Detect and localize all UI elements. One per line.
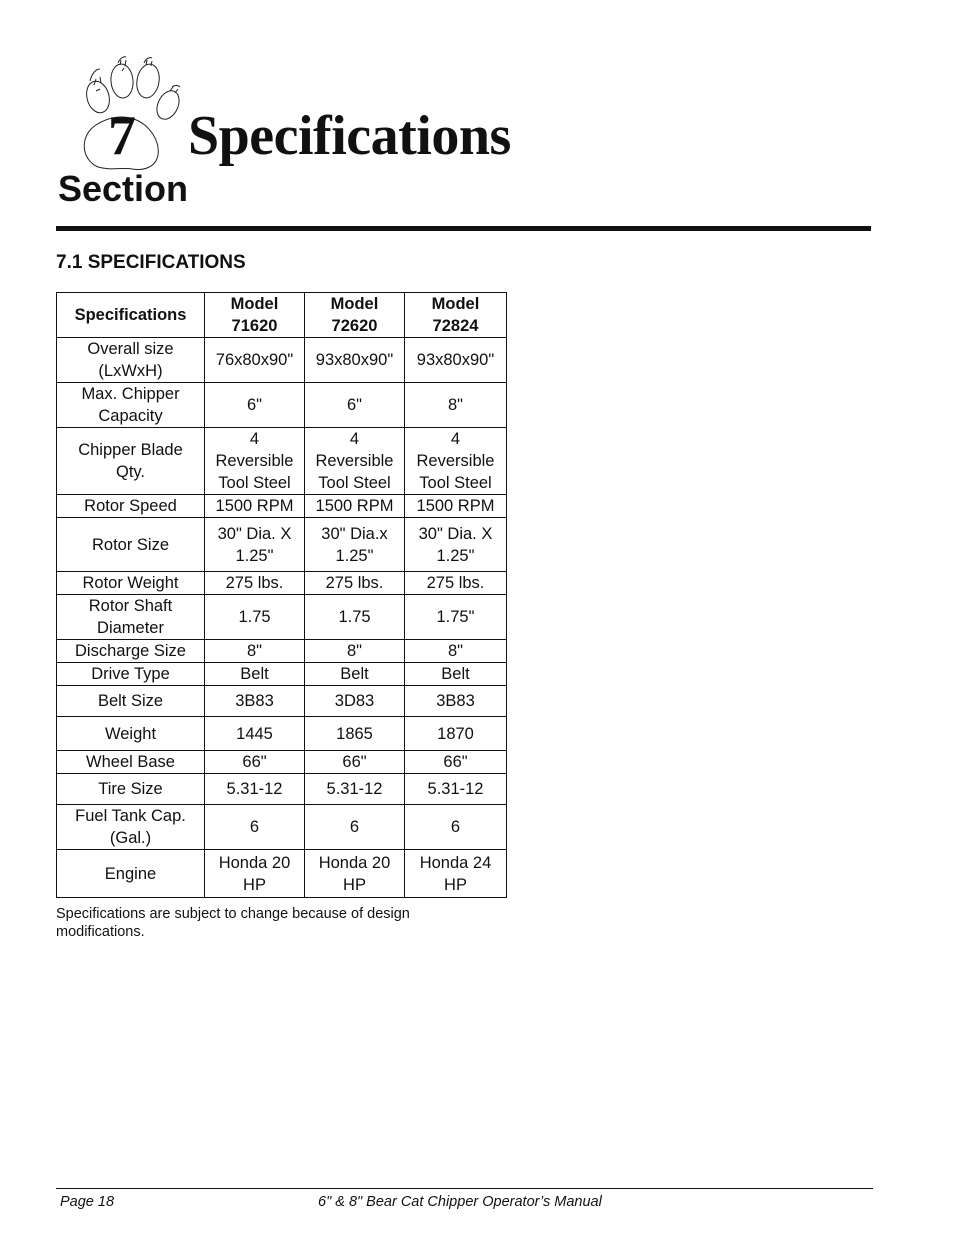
value-cell — [405, 717, 507, 751]
row-label-line: Wheel Base — [86, 753, 175, 771]
value-cell — [205, 774, 305, 805]
value-cell — [305, 663, 405, 686]
value-cell — [305, 518, 405, 572]
value-line: Tool Steel — [318, 474, 391, 492]
value-line: 8" — [447, 396, 464, 414]
row-label-line: Fuel Tank Cap. — [75, 807, 186, 825]
row-label-line: Diameter — [97, 619, 164, 637]
value-line: 1.75 — [238, 608, 271, 626]
value-cell — [405, 774, 507, 805]
subsection-heading: 7.1 SPECIFICATIONS — [56, 252, 246, 273]
value-cell — [305, 640, 405, 663]
header-cell-model-72824: Model 72824 — [405, 293, 507, 338]
value-line: 8" — [447, 642, 464, 660]
header-cell-model-72620: Model 72620 — [305, 293, 405, 338]
value-line: 5.31-12 — [226, 780, 283, 798]
value-line: Reversible — [215, 452, 294, 470]
row-label-cell — [57, 717, 205, 751]
value-line: 6 — [249, 818, 260, 836]
value-cell — [305, 850, 405, 898]
row-label-line: Weight — [104, 724, 157, 743]
value-cell — [205, 428, 305, 495]
value-line: 30" Dia. X — [217, 524, 292, 543]
table-row — [57, 663, 507, 686]
value-cell — [205, 686, 305, 717]
row-label-line: Engine — [104, 864, 157, 883]
value-cell — [305, 805, 405, 850]
header-cell-model-71620: Model 71620 — [205, 293, 305, 338]
section-number: 7 — [108, 105, 136, 167]
value-line: 1870 — [437, 724, 474, 743]
value-line: 93x80x90" — [315, 351, 394, 369]
value-cell — [405, 338, 507, 383]
value-cell — [405, 640, 507, 663]
value-cell — [305, 572, 405, 595]
value-cell — [405, 518, 507, 572]
value-line: Honda 20 — [218, 853, 291, 872]
value-line: 1500 RPM — [315, 497, 394, 515]
row-label-line: Tire Size — [98, 780, 163, 798]
value-line: HP — [343, 875, 366, 894]
row-label-cell — [57, 850, 205, 898]
row-label-cell — [57, 572, 205, 595]
value-cell — [305, 495, 405, 518]
table-row — [57, 383, 507, 428]
value-line: 30" Dia.x — [321, 524, 388, 543]
value-cell — [205, 518, 305, 572]
value-line: Honda 20 — [318, 853, 391, 872]
value-line: 5.31-12 — [326, 780, 383, 798]
value-line: Tool Steel — [218, 474, 291, 492]
value-line: 8" — [346, 642, 363, 660]
footer-divider — [56, 1188, 873, 1189]
row-label-line: Rotor Size — [91, 535, 170, 554]
table-row — [57, 717, 507, 751]
value-line: 66" — [342, 753, 367, 771]
row-label-line: Rotor Weight — [82, 574, 179, 592]
value-line: Belt — [240, 665, 269, 683]
table-row — [57, 428, 507, 495]
value-cell — [405, 428, 507, 495]
page-number: Page 18 — [60, 1194, 115, 1210]
value-line: Reversible — [315, 452, 394, 470]
value-line: 76x80x90" — [215, 351, 294, 369]
value-line: 93x80x90" — [416, 351, 495, 369]
value-line: 6" — [346, 396, 363, 414]
value-line: Belt — [441, 665, 470, 683]
value-line: 1.25" — [235, 546, 274, 565]
value-cell — [305, 428, 405, 495]
value-cell — [205, 850, 305, 898]
table-row — [57, 518, 507, 572]
value-line: Honda 24 — [419, 853, 492, 872]
table-row — [57, 686, 507, 717]
row-label-cell — [57, 518, 205, 572]
value-line: 5.31-12 — [427, 780, 484, 798]
value-line: 4 — [349, 430, 360, 448]
value-cell — [205, 572, 305, 595]
value-cell — [405, 595, 507, 640]
value-cell — [405, 383, 507, 428]
value-line: 1.25" — [436, 546, 475, 565]
value-cell — [405, 850, 507, 898]
value-line: HP — [243, 875, 266, 894]
value-line: 1.25" — [335, 546, 374, 565]
row-label-cell — [57, 663, 205, 686]
row-label-cell — [57, 686, 205, 717]
row-label-cell — [57, 495, 205, 518]
value-line: 275 lbs. — [426, 574, 485, 592]
value-line: 4 — [450, 430, 461, 448]
value-line: 1.75" — [436, 608, 475, 626]
value-line: 66" — [242, 753, 267, 771]
value-line: Tool Steel — [419, 474, 492, 492]
value-cell — [305, 717, 405, 751]
row-label-line: Discharge Size — [75, 642, 186, 660]
table-row — [57, 805, 507, 850]
row-label-line: Capacity — [98, 407, 163, 425]
value-line: 8" — [246, 642, 263, 660]
value-line: 3B83 — [235, 692, 274, 710]
value-line: Belt — [340, 665, 369, 683]
value-line: 6" — [246, 396, 263, 414]
value-line: 1500 RPM — [416, 497, 495, 515]
value-cell — [405, 572, 507, 595]
value-cell — [205, 751, 305, 774]
value-line: 1500 RPM — [215, 497, 294, 515]
row-label-cell — [57, 383, 205, 428]
footnote: Specifications are subject to change because of design modifications. — [56, 906, 410, 940]
manual-title: 6" & 8" Bear Cat Chipper Operator’s Manual — [318, 1194, 602, 1210]
row-label-cell — [57, 428, 205, 495]
value-cell — [305, 774, 405, 805]
value-cell — [405, 805, 507, 850]
value-line: 275 lbs. — [225, 574, 284, 592]
value-cell — [305, 751, 405, 774]
value-line: 4 — [249, 430, 260, 448]
value-cell — [205, 495, 305, 518]
value-cell — [205, 595, 305, 640]
table-row — [57, 572, 507, 595]
specifications-table — [56, 292, 507, 898]
row-label-line: (Gal.) — [109, 829, 152, 847]
table-row — [57, 495, 507, 518]
table-row — [57, 595, 507, 640]
table-row — [57, 850, 507, 898]
row-label-line: Qty. — [115, 463, 146, 481]
value-line: 275 lbs. — [325, 574, 384, 592]
row-label-line: Max. Chipper — [81, 385, 180, 403]
value-cell — [205, 717, 305, 751]
value-line: 1445 — [236, 724, 273, 743]
value-line: 66" — [443, 753, 468, 771]
row-label-cell — [57, 595, 205, 640]
value-cell — [205, 383, 305, 428]
row-label-line: Overall size — [87, 340, 174, 358]
row-label-cell — [57, 805, 205, 850]
section-title: Specifications — [188, 105, 511, 167]
value-cell — [205, 338, 305, 383]
value-cell — [305, 595, 405, 640]
value-cell — [405, 495, 507, 518]
value-cell — [405, 663, 507, 686]
table-row — [57, 338, 507, 383]
row-label-line: (LxWxH) — [98, 362, 163, 380]
row-label-line: Rotor Shaft — [88, 597, 173, 615]
value-line: 30" Dia. X — [418, 524, 493, 543]
value-line: 1865 — [336, 724, 373, 743]
value-cell — [205, 805, 305, 850]
row-label-cell — [57, 774, 205, 805]
value-cell — [405, 751, 507, 774]
value-line: HP — [444, 875, 467, 894]
table-row — [57, 640, 507, 663]
row-label-line: Belt Size — [97, 692, 164, 710]
section-label: Section — [58, 168, 189, 209]
value-line: 3B83 — [436, 692, 475, 710]
header-cell-specifications: Specifications — [57, 293, 205, 338]
value-cell — [305, 338, 405, 383]
value-cell — [205, 640, 305, 663]
table-header-row — [57, 293, 507, 338]
row-label-line: Drive Type — [91, 665, 170, 683]
row-label-line: Chipper Blade — [78, 441, 183, 459]
row-label-cell — [57, 751, 205, 774]
table-row — [57, 751, 507, 774]
row-label-cell — [57, 338, 205, 383]
value-cell — [205, 663, 305, 686]
value-line: 1.75 — [338, 608, 371, 626]
row-label-line: Rotor Speed — [84, 497, 177, 515]
value-cell — [305, 383, 405, 428]
value-cell — [305, 686, 405, 717]
value-line: 6 — [349, 818, 360, 836]
value-line: 3D83 — [334, 692, 375, 710]
header-divider — [56, 226, 871, 231]
row-label-cell — [57, 640, 205, 663]
value-line: Reversible — [416, 452, 495, 470]
value-line: 6 — [450, 818, 461, 836]
table-row — [57, 774, 507, 805]
value-cell — [405, 686, 507, 717]
